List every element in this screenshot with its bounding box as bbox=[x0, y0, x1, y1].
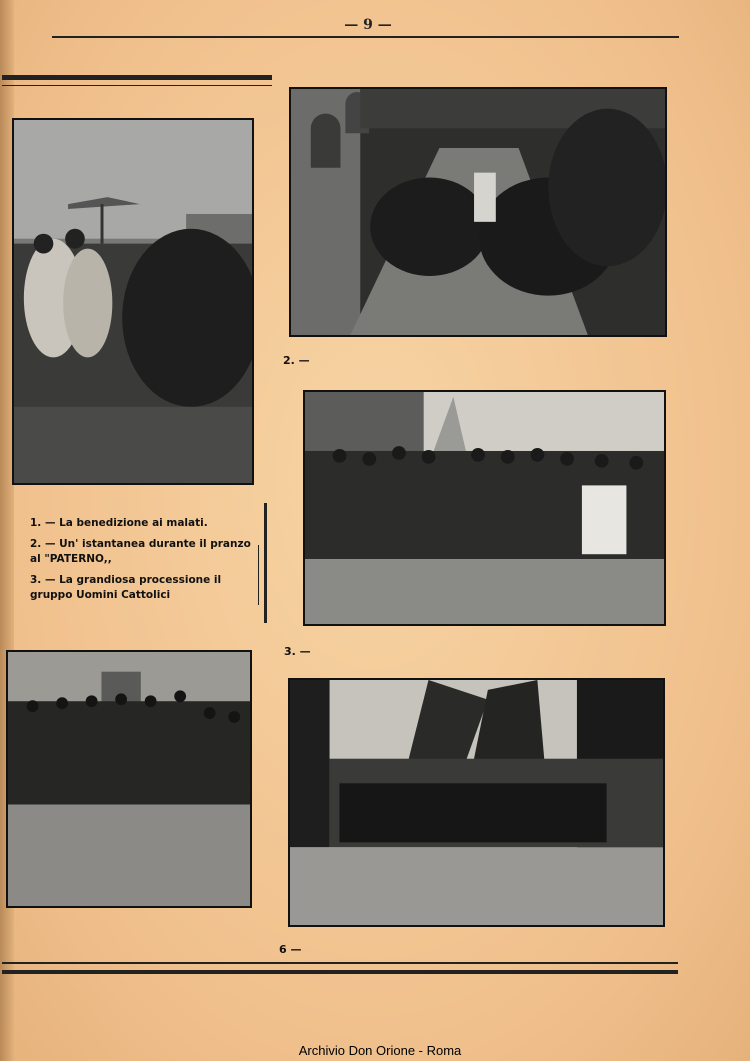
caption-divider-thin bbox=[258, 545, 259, 605]
photo-group-building bbox=[6, 650, 252, 908]
top-rule bbox=[52, 36, 679, 38]
photo-procession bbox=[289, 87, 667, 337]
photo-blessing-sick bbox=[12, 118, 254, 485]
caption-item-1: 1. — La benedizione ai malati. bbox=[30, 517, 208, 529]
photo-label-3: 3. — bbox=[284, 645, 311, 658]
caption-divider bbox=[264, 503, 267, 623]
photo-men-group bbox=[303, 390, 666, 626]
left-header-rule bbox=[2, 75, 272, 80]
caption-item-2: 2. — Un' istantanea durante il pranzo al "PATERNO,, bbox=[30, 538, 251, 565]
caption-item-3: 3. — La grandiosa processione il gruppo Uomini Cattolici bbox=[30, 574, 222, 601]
photo-label-2: 2. — bbox=[283, 354, 310, 367]
archive-footer: Archivio Don Orione - Roma bbox=[298, 1043, 462, 1058]
photo-group-park bbox=[288, 678, 665, 927]
bottom-rule bbox=[2, 962, 678, 964]
photo-label-6: 6 — bbox=[279, 943, 302, 956]
left-header-rule-thin bbox=[2, 85, 272, 86]
caption-block bbox=[30, 516, 255, 609]
bottom-rule-thick bbox=[2, 970, 678, 974]
page-number: — 9 — bbox=[344, 17, 392, 33]
